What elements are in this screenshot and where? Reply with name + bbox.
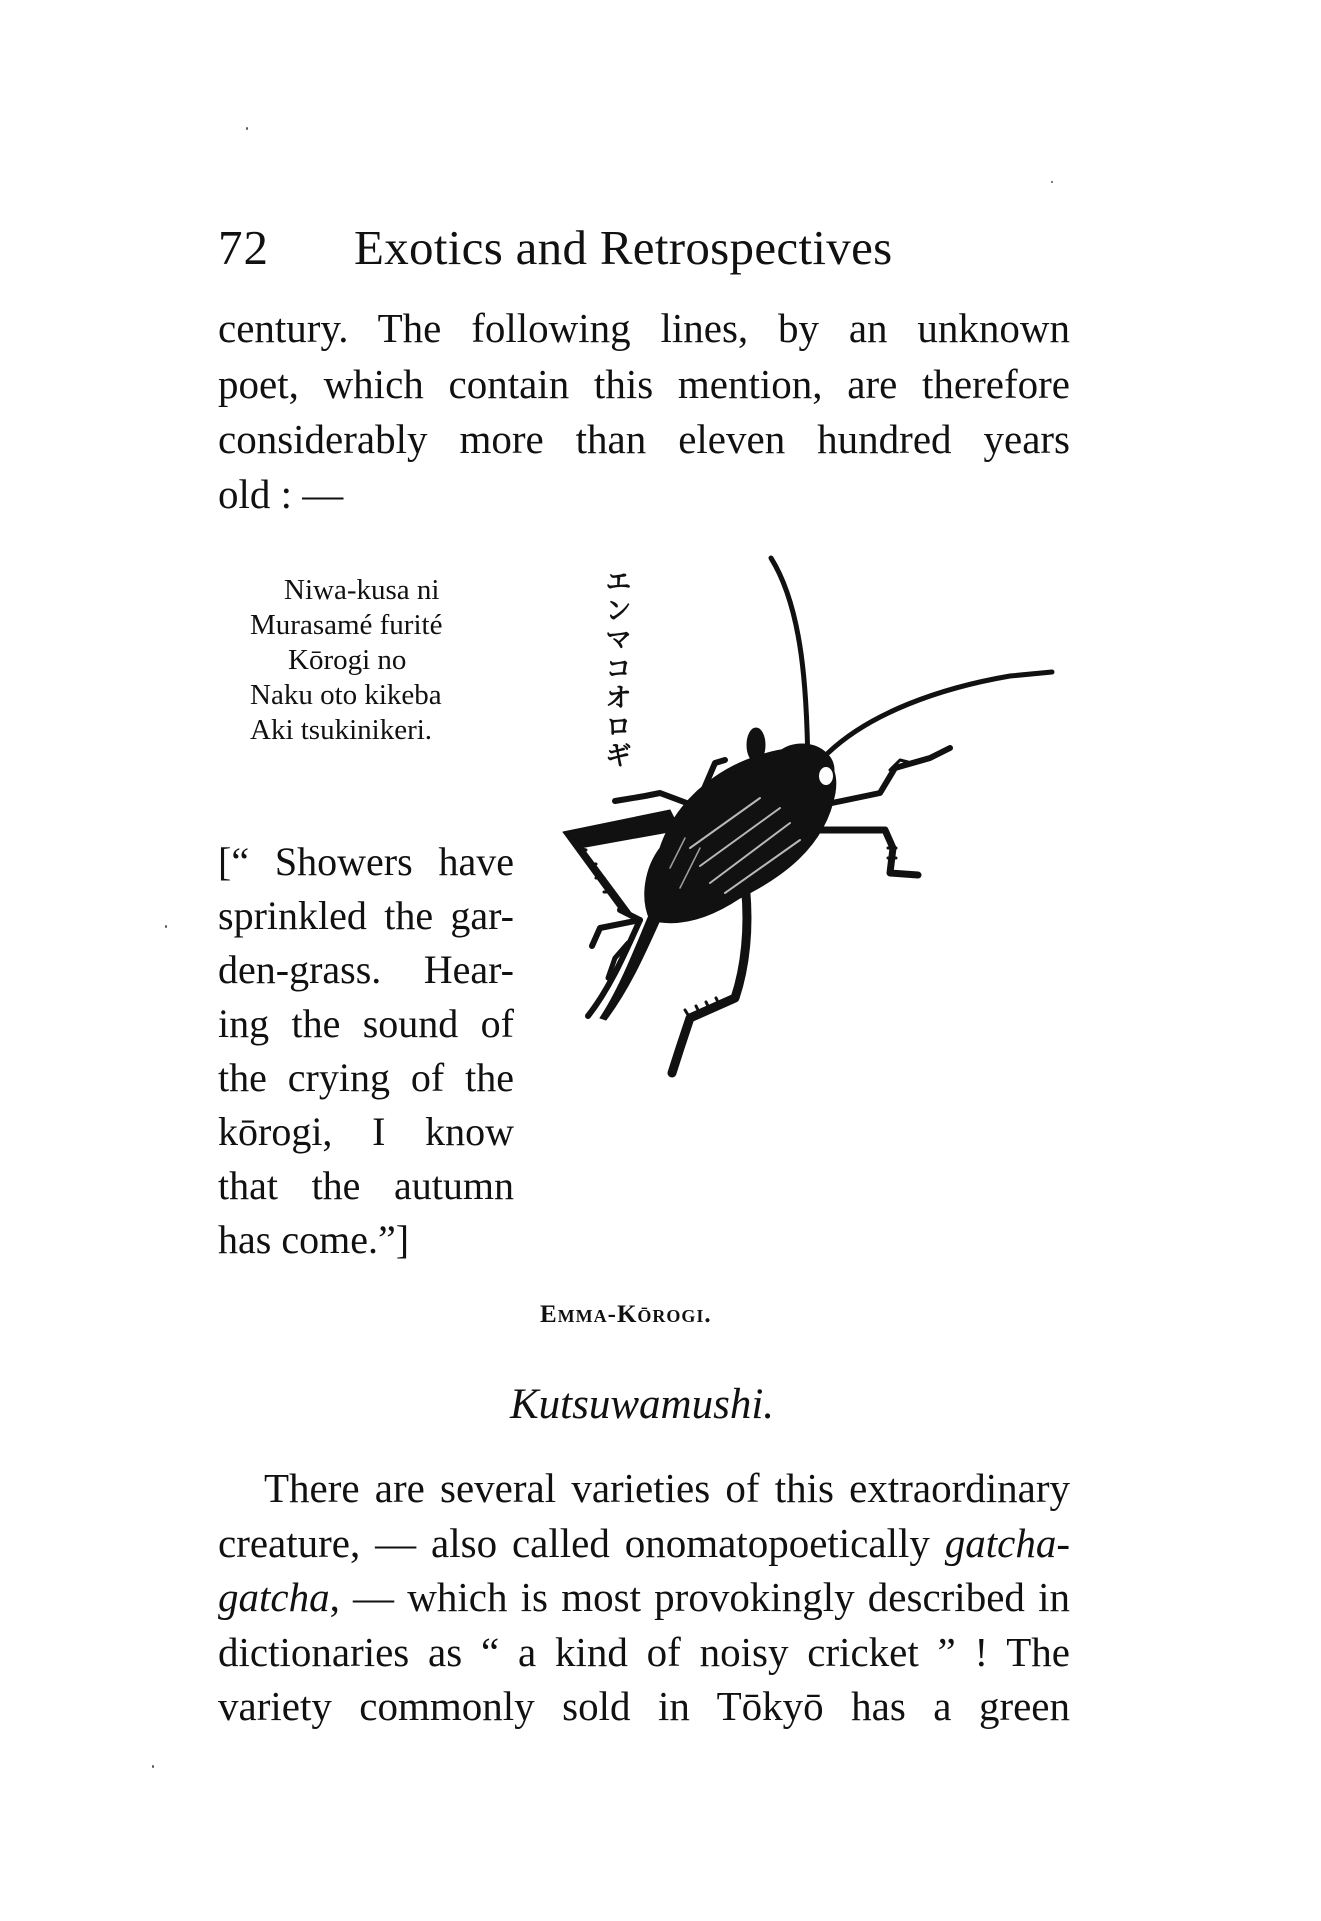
poem-line: Murasamé furité — [250, 609, 443, 641]
text-line: considerably more than eleven hundred years — [218, 416, 1070, 462]
text-line: old : — — [218, 471, 344, 517]
cricket-illustration — [540, 548, 1080, 1268]
text-line: variety commonly sold in Tōkyō has a green — [218, 1683, 1070, 1729]
scan-speck — [246, 127, 248, 130]
text-span: creature, — also called onomatopoetically — [218, 1520, 945, 1566]
katakana-label: エンマコオロギ — [600, 567, 631, 770]
scan-speck — [165, 925, 167, 928]
running-header — [218, 218, 1078, 278]
text-line: kōrogi, I know — [218, 1109, 514, 1154]
text-line: den-grass. Hear- — [218, 947, 514, 992]
text-line — [218, 1517, 1070, 1569]
poem — [250, 573, 500, 748]
text-line: the crying of the — [218, 1055, 514, 1100]
figure-caption: Emma-Kōrogi. — [540, 1301, 712, 1328]
text-line: There are several varieties of this extraordinary — [264, 1465, 1070, 1511]
poem-line: Aki tsukinikeri. — [250, 714, 433, 746]
text-line: sprinkled the gar- — [218, 893, 514, 938]
text-line: [“ Showers have — [218, 839, 514, 884]
text-line: ing the sound of — [218, 1001, 514, 1046]
poem-line: Kōrogi no — [288, 644, 407, 676]
text-line: century. The following lines, by an unknown — [218, 305, 1070, 351]
cricket-icon — [540, 548, 1080, 1268]
text-line: dictionaries as “ a kind of noisy cricket ” ! The — [218, 1629, 1070, 1675]
poem-line: Niwa-kusa ni — [284, 574, 440, 606]
italic-term: gatcha- — [944, 1520, 1070, 1566]
text-line: that the autumn — [218, 1163, 514, 1208]
text-line: has come.”] — [218, 1217, 410, 1262]
section-heading: Kutsuwamushi. — [510, 1381, 775, 1428]
italic-term: gatcha — [218, 1574, 330, 1620]
running-title: Exotics and Retrospectives — [354, 220, 893, 275]
text-span: , — which is most provokingly described in — [329, 1574, 1070, 1620]
page-number: 72 — [218, 220, 269, 275]
scan-speck — [1051, 181, 1053, 183]
text-line — [218, 1571, 1070, 1623]
text-line: poet, which contain this mention, are therefore — [218, 361, 1070, 407]
poem-line: Naku oto kikeba — [250, 679, 442, 711]
scan-speck — [152, 1765, 154, 1768]
